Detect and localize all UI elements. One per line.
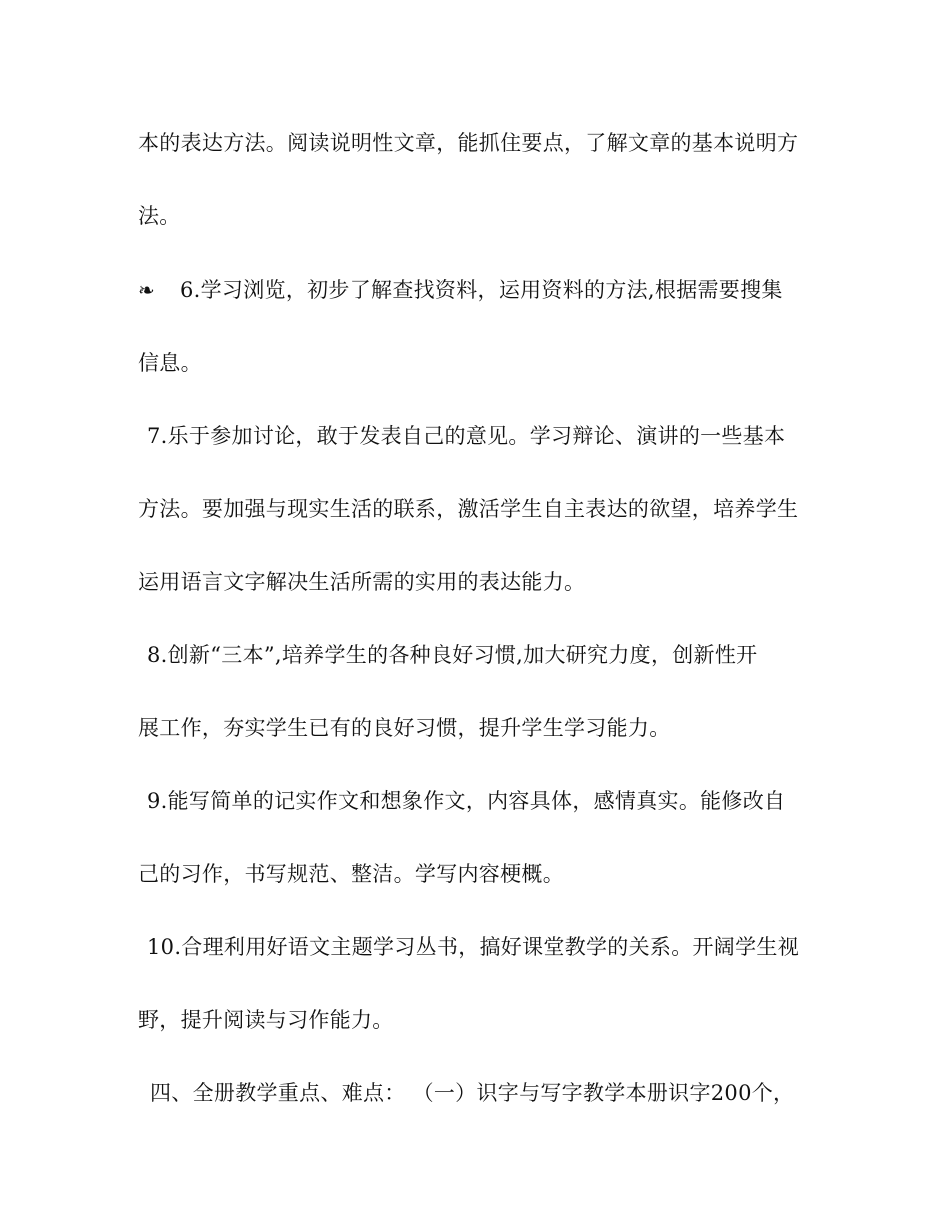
text-line-9: 展工作，夯实学生已有的良好习惯，提升学生学习能力。 <box>138 716 671 740</box>
text-line-2: 法。 <box>138 204 181 228</box>
text-line-1: 本的表达方法。阅读说明性文章，能抓住要点，了解文章的基本说明方 <box>138 131 799 155</box>
fleuron-bullet-icon: ❧ <box>138 278 156 302</box>
text-line-6: 方法。要加强与现实生活的联系，激活学生自主表达的欲望，培养学生 <box>138 497 799 521</box>
text-line-7: 运用语言文字解决生活所需的实用的表达能力。 <box>138 570 586 594</box>
text-line-13: 野，提升阅读与习作能力。 <box>138 1008 394 1032</box>
text-line-11: 己的习作，书写规范、整洁。学写内容梗概。 <box>138 862 564 886</box>
text-line-14: 四、全册教学重点、难点： （一）识字与写字教学本册识字200个， <box>150 1081 795 1105</box>
text-line-10: 9.能写简单的记实作文和想象作文，内容具体，感情真实。能修改自 <box>147 789 786 813</box>
text-line-3 <box>138 275 818 305</box>
text-line-3-content: 6.学习浏览，初步了解查找资料，运用资料的方法,根据需要搜集 <box>180 278 783 302</box>
text-line-12: 10.合理利用好语文主题学习丛书，搞好课堂教学的关系。开阔学生视 <box>147 935 799 959</box>
text-line-5: 7.乐于参加讨论，敢于发表自己的意见。学习辩论、演讲的一些基本 <box>147 424 786 448</box>
text-line-4: 信息。 <box>138 351 202 375</box>
text-line-8: 8.创新“三本”,培养学生的各种良好习惯,加大研究力度，创新性开 <box>147 643 758 667</box>
